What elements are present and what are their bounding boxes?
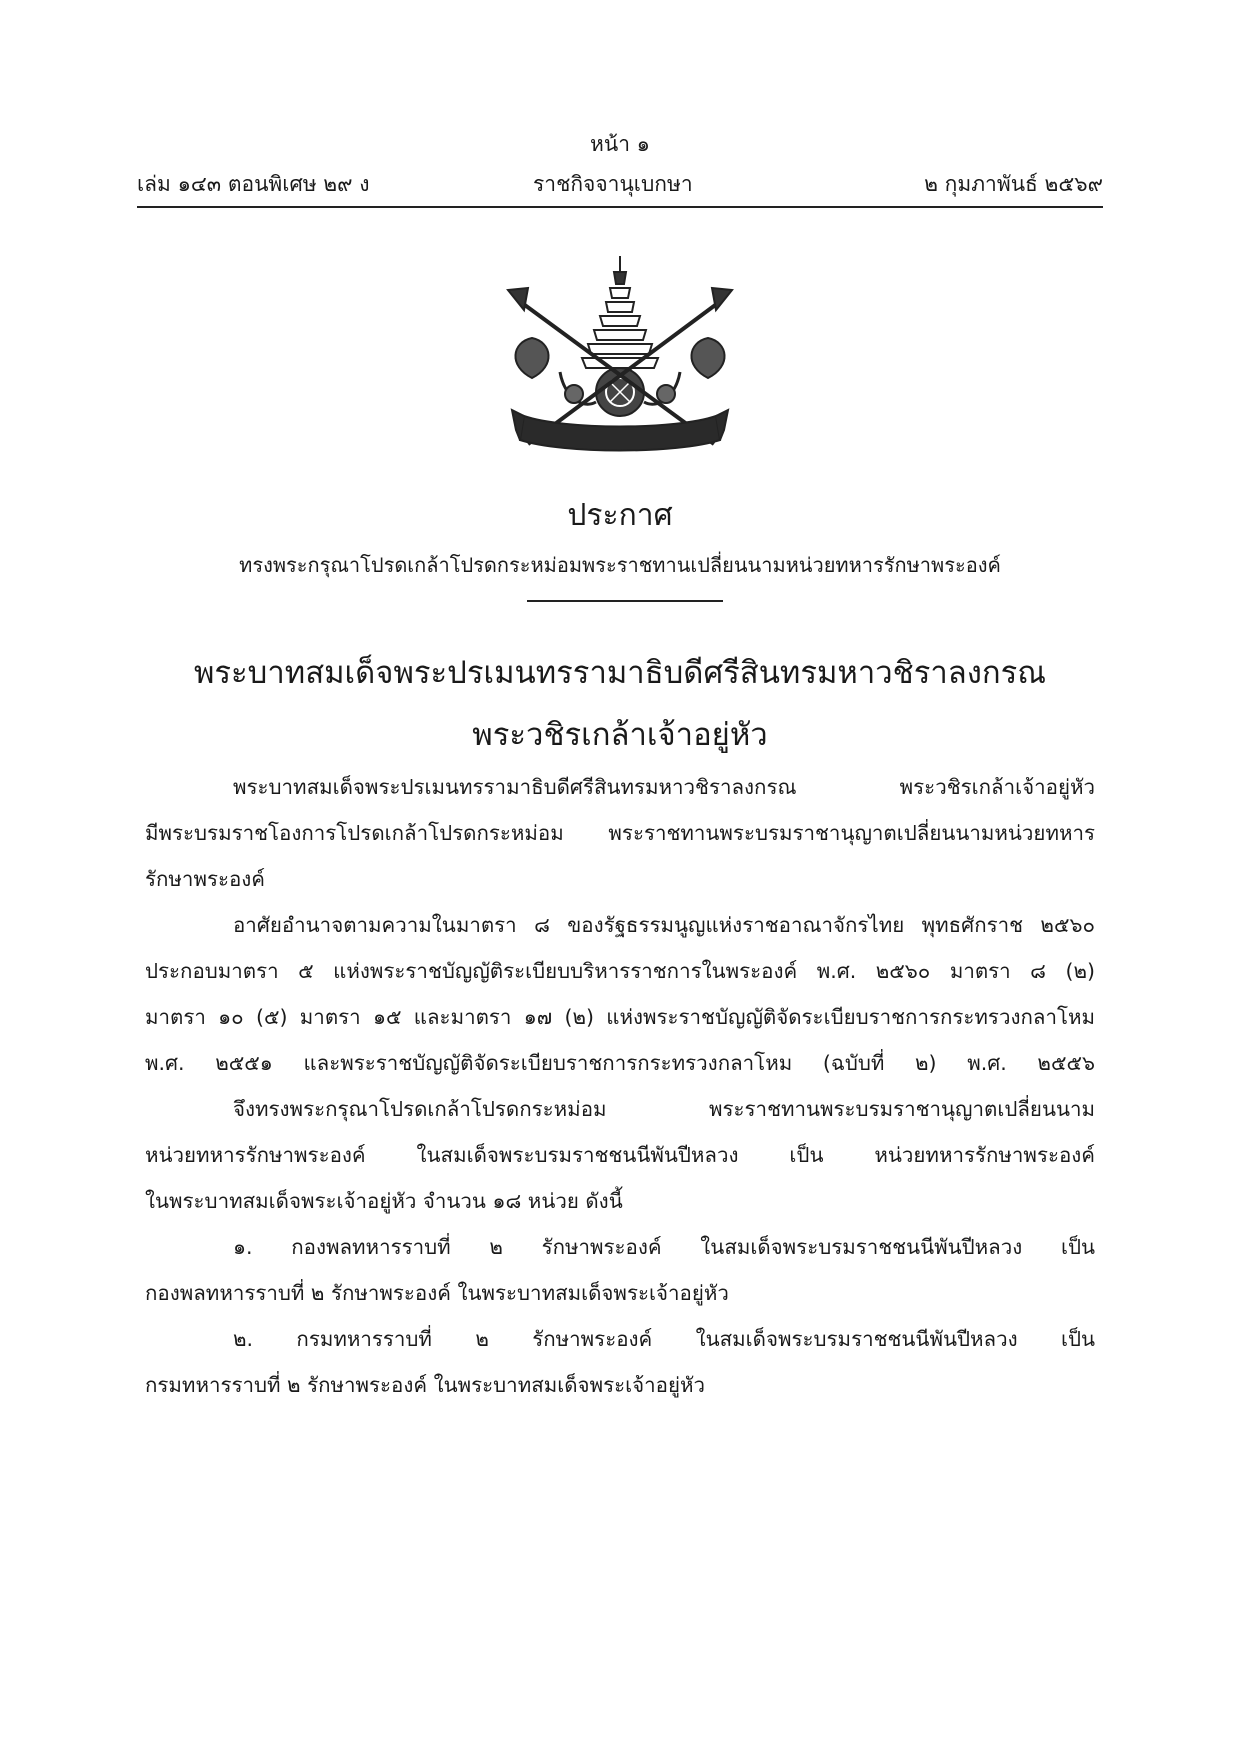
text-line: อาศัยอำนาจตามความในมาตรา ๘ ของรัฐธรรมนูญแห่งราชอาณาจักรไทย พุทธศักราช ๒๕๖๐ <box>233 913 1095 937</box>
text-line: พ.ศ. ๒๕๕๑ และพระราชบัญญัติจัดระเบียบราชการกระทรวงกลาโหม (ฉบับที่ ๒) พ.ศ. ๒๕๕๖ <box>145 1051 1095 1075</box>
royal-emblem-icon <box>494 254 746 472</box>
header-divider <box>137 206 1103 208</box>
publication-date: ๒ กุมภาพันธ์ ๒๕๖๙ <box>924 172 1103 196</box>
text-line: ประกอบมาตรา ๕ แห่งพระราชบัญญัติระเบียบบริหารราชการในพระองค์ พ.ศ. ๒๕๖๐ มาตรา ๘ (๒) <box>145 959 1095 983</box>
text-line: ๑. กองพลทหารราบที่ ๒ รักษาพระองค์ ในสมเด็จพระบรมราชชนนีพันปีหลวง เป็น <box>233 1235 1095 1259</box>
king-name-line-1: พระบาทสมเด็จพระปรเมนทรรามาธิบดีศรีสินทรมหาวชิราลงกรณ <box>193 655 1047 691</box>
announcement-subtitle: ทรงพระกรุณาโปรดเกล้าโปรดกระหม่อมพระราชทานเปลี่ยนนามหน่วยทหารรักษาพระองค์ <box>239 553 1001 577</box>
text-line: ในพระบาทสมเด็จพระเจ้าอยู่หัว จำนวน ๑๘ หน่วย ดังนี้ <box>145 1189 623 1213</box>
list-item-2 <box>145 1316 1095 1408</box>
text-line: หน่วยทหารรักษาพระองค์ ในสมเด็จพระบรมราชชนนีพันปีหลวง เป็น หน่วยทหารรักษาพระองค์ <box>145 1143 1095 1167</box>
text-line: พระบาทสมเด็จพระปรเมนทรรามาธิบดีศรีสินทรมหาวชิราลงกรณ พระวชิรเกล้าเจ้าอยู่หัว <box>233 775 1095 799</box>
text-line: รักษาพระองค์ <box>145 867 266 891</box>
king-name <box>0 642 1240 766</box>
text-line: กรมทหารราบที่ ๒ รักษาพระองค์ ในพระบาทสมเด็จพระเจ้าอยู่หัว <box>145 1373 705 1397</box>
royal-emblem <box>494 254 746 472</box>
gazette-header <box>137 168 1103 198</box>
text-line: ๒. กรมทหารราบที่ ๒ รักษาพระองค์ ในสมเด็จพระบรมราชชนนีพันปีหลวง เป็น <box>233 1327 1095 1351</box>
paragraph-preamble <box>145 764 1095 902</box>
text-line: มีพระบรมราชโองการโปรดเกล้าโปรดกระหม่อม พระราชทานพระบรมราชานุญาตเปลี่ยนนามหน่วยทหาร <box>145 821 1095 845</box>
king-name-line-2: พระวชิรเกล้าเจ้าอยู่หัว <box>472 717 768 753</box>
text-line: มาตรา ๑๐ (๕) มาตรา ๑๕ และมาตรา ๑๗ (๒) แห่งพระราชบัญญัติจัดระเบียบราชการกระทรวงกลาโหม <box>145 1005 1095 1029</box>
text-line: กองพลทหารราบที่ ๒ รักษาพระองค์ ในพระบาทสมเด็จพระเจ้าอยู่หัว <box>145 1281 729 1305</box>
paragraph-decree <box>145 1086 1095 1224</box>
paragraph-legal-basis <box>145 902 1095 1086</box>
volume-issue: เล่ม ๑๔๓ ตอนพิเศษ ๒๙ ง <box>137 172 370 196</box>
page-number: หน้า ๑ <box>590 132 650 156</box>
announcement-title: ประกาศ <box>567 498 673 533</box>
text-line: จึงทรงพระกรุณาโปรดเกล้าโปรดกระหม่อม พระราชทานพระบรมราชานุญาตเปลี่ยนนาม <box>233 1097 1095 1121</box>
title-divider <box>527 600 723 602</box>
gazette-name: ราชกิจจานุเบกษา <box>533 172 693 196</box>
announcement-body <box>145 764 1095 1408</box>
list-item-1 <box>145 1224 1095 1316</box>
